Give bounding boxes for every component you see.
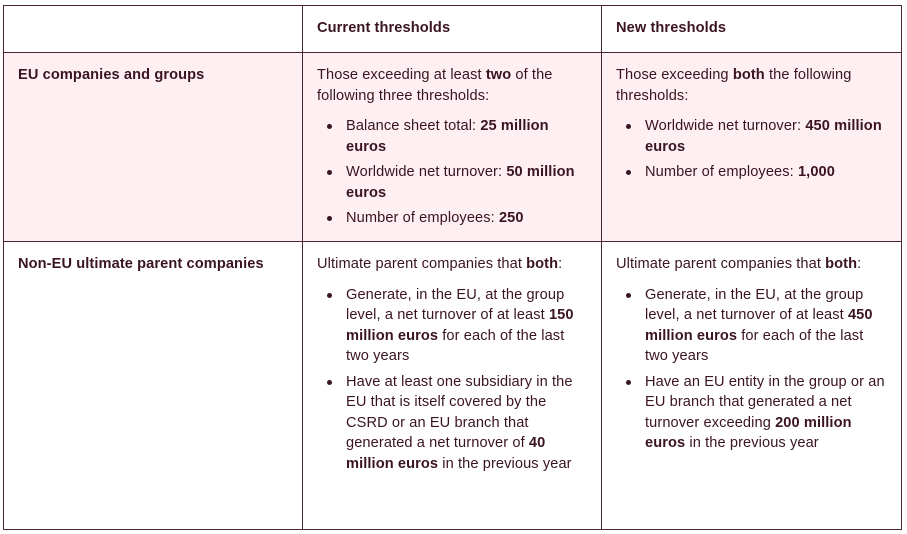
item-value: 150 million euros [346, 307, 574, 344]
table-row-eu-companies [4, 53, 902, 242]
row-label: Non-EU ultimate parent companies [18, 256, 264, 272]
current-thresholds-cell [303, 242, 602, 530]
item-text: for each of the last two years [645, 327, 864, 364]
cell-intro [616, 65, 889, 106]
item-text: Number of employees: [645, 164, 798, 180]
item-value: 1,000 [797, 164, 835, 180]
thresholds-table [3, 5, 902, 530]
threshold-list [616, 116, 889, 183]
intro-text: Those exceeding at least [317, 67, 486, 83]
item-text: Generate, in the EU, at the group level, a net turnover of at least [645, 286, 864, 323]
intro-text: of the following three thresholds: [317, 67, 553, 104]
item-value: 50 million euros [346, 164, 575, 201]
intro-text: Ultimate parent companies that [616, 256, 826, 272]
item-text: Generate, in the EU, at the group level, a net turnover of at least [346, 286, 565, 323]
row-label: EU companies and groups [18, 67, 205, 83]
row-label-cell [4, 53, 303, 242]
threshold-list [317, 116, 589, 229]
list-item [346, 285, 589, 367]
item-text: Have at least one subsidiary in the EU that is itself covered by the CSRD or an EU branch that generated a net turnover of [346, 373, 573, 451]
new-thresholds-cell [602, 53, 902, 242]
item-text: Balance sheet total: [346, 118, 481, 134]
item-value: 200 million euros [645, 414, 852, 451]
intro-emphasis: both [825, 256, 858, 272]
intro-text: Those exceeding [616, 67, 733, 83]
table-row-non-eu-parents [4, 242, 902, 530]
item-value: 25 million euros [346, 118, 549, 155]
intro-text: the following thresholds: [616, 67, 852, 104]
item-text: Number of employees: [346, 210, 499, 226]
new-thresholds-cell [602, 242, 902, 530]
item-value: 250 [498, 210, 524, 226]
intro-emphasis: both [526, 256, 559, 272]
intro-text: : [857, 256, 862, 272]
item-text: Worldwide net turnover: [645, 118, 806, 134]
intro-emphasis: two [485, 67, 512, 83]
intro-emphasis: both [732, 67, 765, 83]
item-value: 450 million euros [645, 118, 882, 155]
list-item [346, 116, 589, 157]
list-item [346, 208, 589, 229]
item-text: in the previous year [685, 435, 819, 451]
item-text: Worldwide net turnover: [346, 164, 507, 180]
list-item [645, 372, 889, 454]
item-text: for each of the last two years [346, 327, 565, 364]
list-item [645, 285, 889, 367]
header-empty-cell [4, 6, 303, 53]
header-new-thresholds: New thresholds [602, 6, 902, 53]
header-current-thresholds: Current thresholds [303, 6, 602, 53]
cell-intro [317, 65, 589, 106]
item-text: Have an EU entity in the group or an EU branch that generated a net turnover exceeding [645, 373, 885, 431]
row-label-cell [4, 242, 303, 530]
current-thresholds-cell [303, 53, 602, 242]
item-value: 450 million euros [645, 307, 873, 344]
item-text: in the previous year [438, 455, 572, 472]
cell-intro [616, 254, 889, 275]
threshold-list [616, 285, 889, 454]
list-item [346, 372, 589, 475]
list-item [346, 162, 589, 203]
intro-text: : [558, 256, 563, 272]
list-item [645, 162, 889, 183]
item-value: 40 million euros [346, 435, 546, 472]
cell-intro [317, 254, 589, 275]
threshold-list [317, 285, 589, 475]
intro-text: Ultimate parent companies that [317, 256, 527, 272]
list-item [645, 116, 889, 157]
header-row [4, 6, 902, 53]
